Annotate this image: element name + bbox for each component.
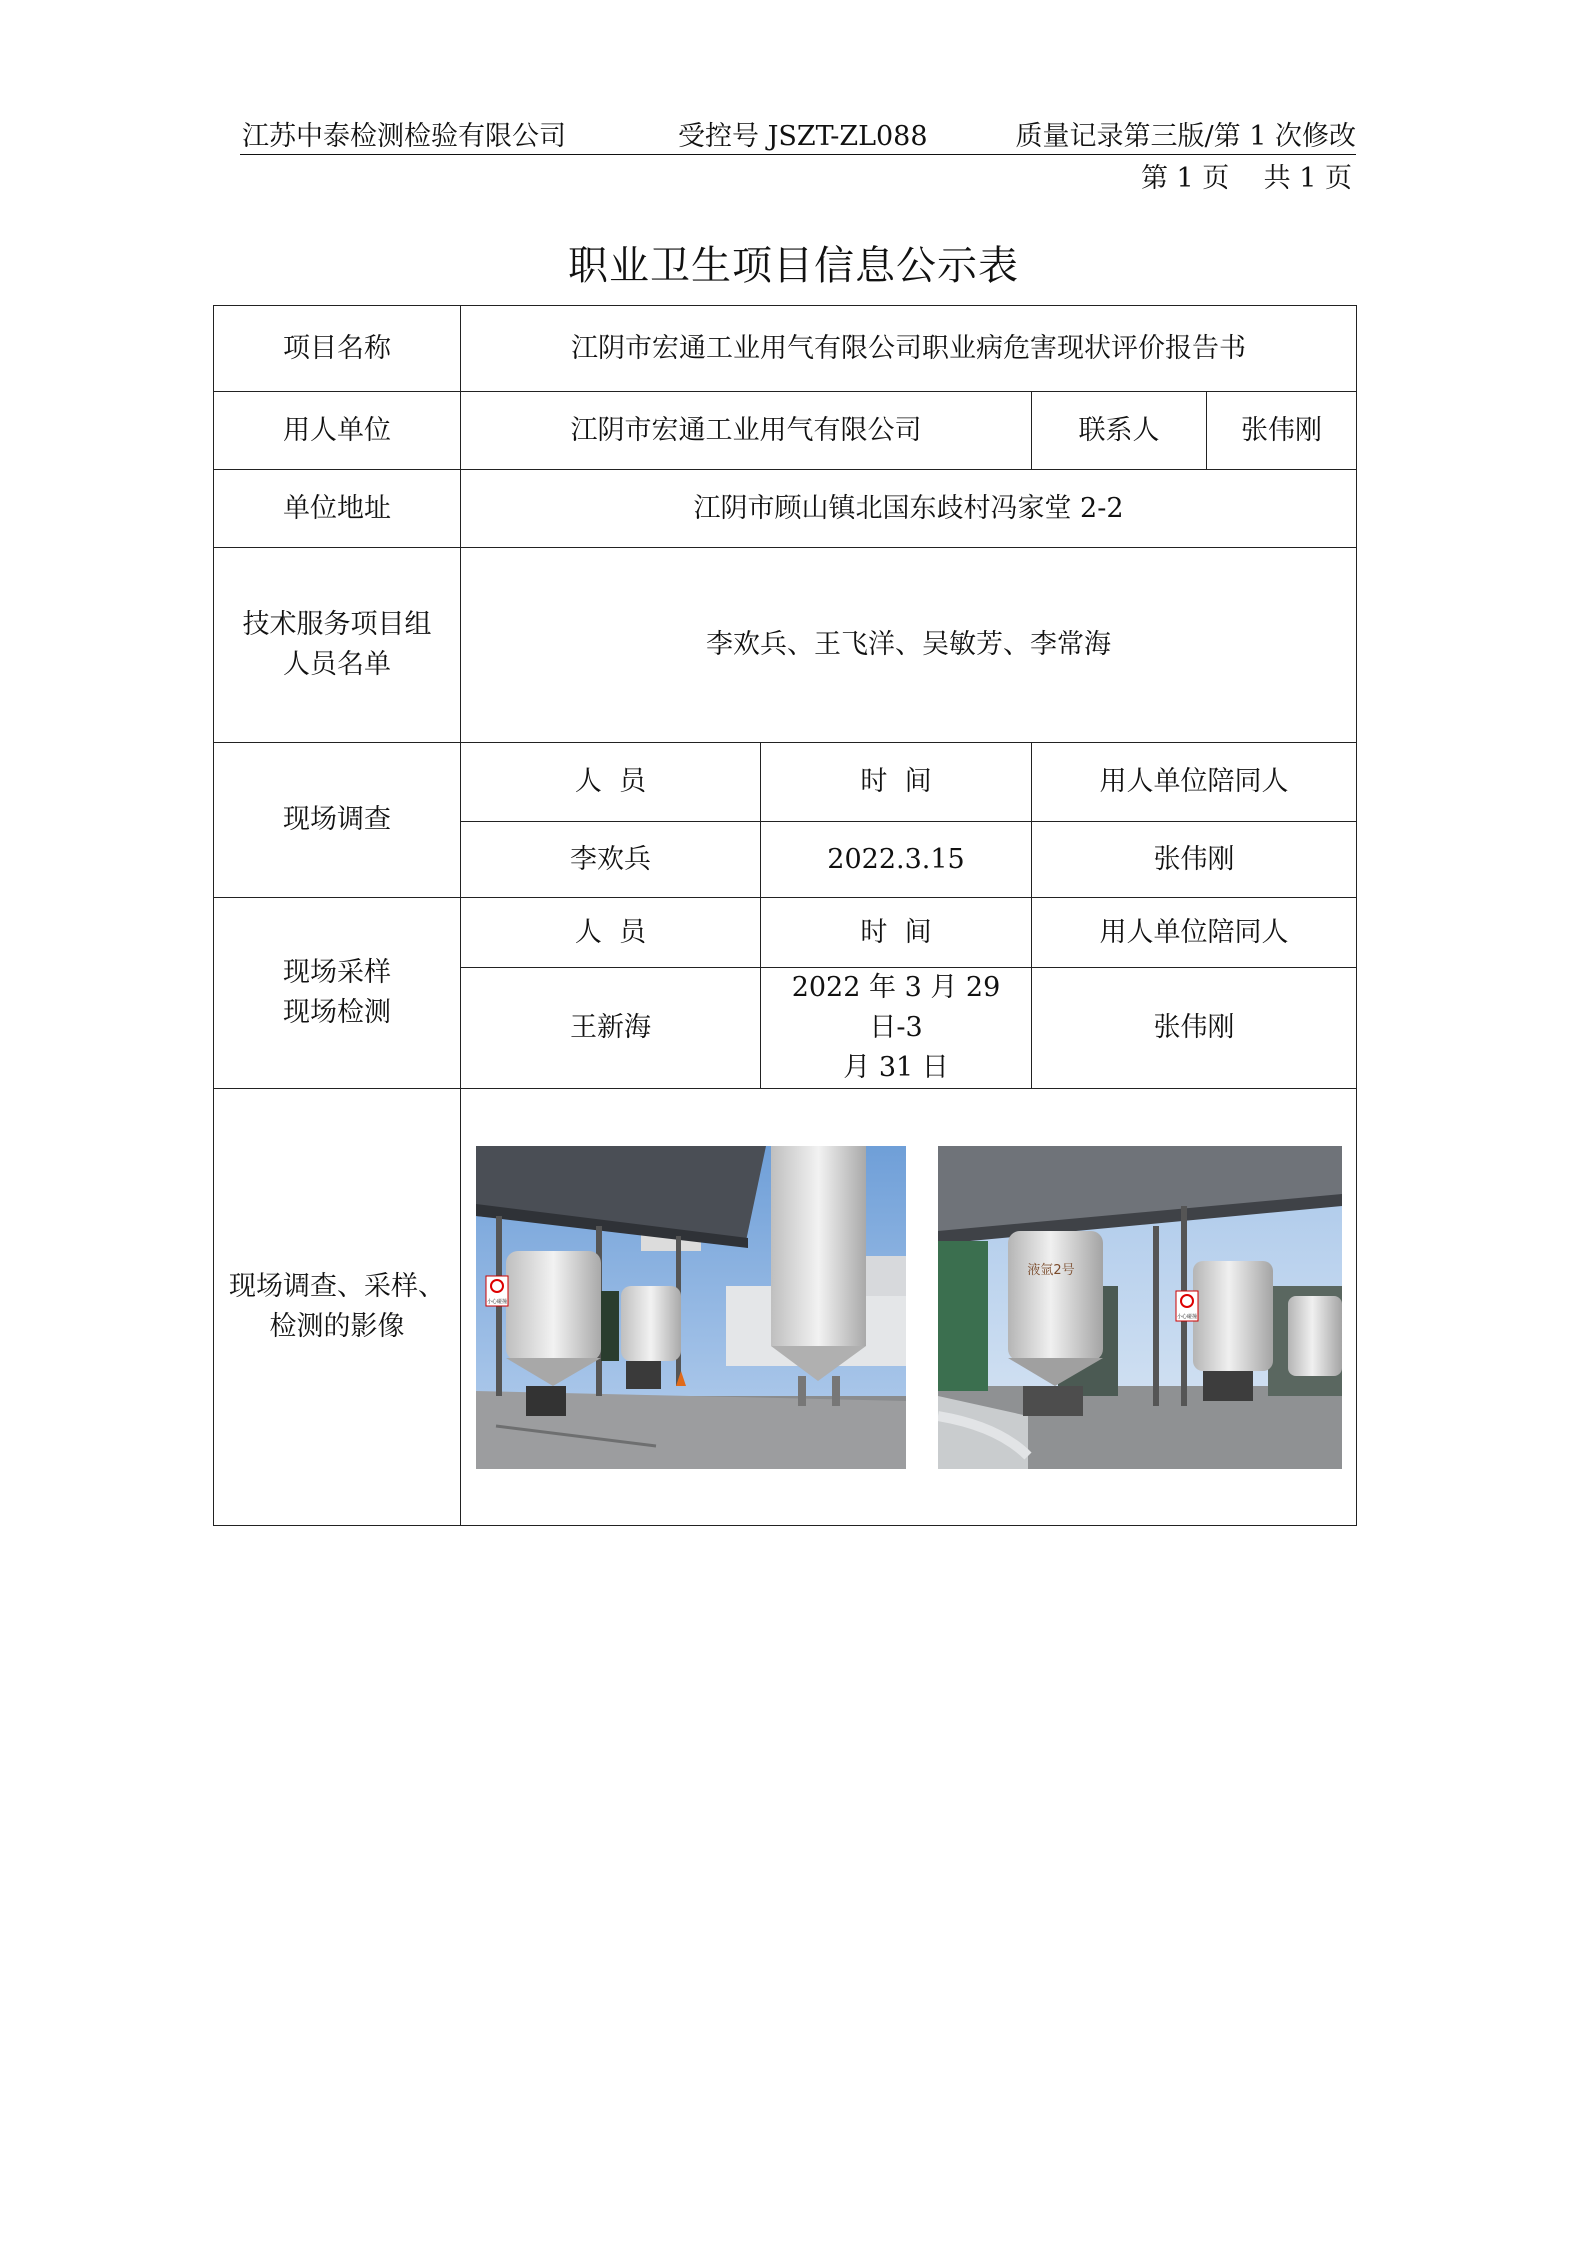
team-label [214, 548, 461, 743]
contact-value: 张伟刚 [1207, 392, 1357, 470]
sampling-label-line1: 现场采样 [283, 957, 391, 988]
sampling-label [214, 898, 461, 1089]
sampling-time-line1: 2022 年 3 月 29 日-3 [791, 972, 1001, 1043]
row-team [214, 548, 1357, 743]
row-employer [214, 392, 1357, 470]
document-title: 职业卫生项目信息公示表 [568, 243, 1019, 289]
images-label-line2: 检测的影像 [269, 1311, 405, 1342]
survey-label: 现场调查 [214, 743, 461, 898]
row-sampling-header [214, 898, 1357, 968]
sampling-time [761, 968, 1032, 1089]
site-photo-1 [476, 1146, 906, 1469]
survey-escort: 张伟刚 [1032, 822, 1357, 898]
sampling-escort: 张伟刚 [1032, 968, 1357, 1089]
sampling-label-line2: 现场检测 [283, 997, 391, 1028]
project-value: 江阴市宏通工业用气有限公司职业病危害现状评价报告书 [461, 306, 1357, 392]
survey-time: 2022.3.15 [761, 822, 1032, 898]
sampling-col-person: 人 员 [461, 898, 761, 968]
address-value: 江阴市顾山镇北国东歧村冯家堂 2-2 [461, 470, 1357, 548]
row-project [214, 306, 1357, 392]
photo-gallery [461, 1146, 1356, 1469]
survey-col-escort: 用人单位陪同人 [1032, 743, 1357, 822]
survey-col-person: 人 员 [461, 743, 761, 822]
images-cell [461, 1089, 1357, 1526]
row-images [214, 1089, 1357, 1526]
sampling-time-line2: 月 31 日 [843, 1052, 949, 1083]
row-address [214, 470, 1357, 548]
photo2-sign-text: 小心碰撞 [1176, 1313, 1198, 1320]
survey-col-time: 时 间 [761, 743, 1032, 822]
info-table [213, 305, 1357, 1526]
page-header [240, 108, 1356, 155]
images-label-line1: 现场调查、采样、 [229, 1271, 445, 1302]
team-label-line2: 人员名单 [283, 649, 391, 680]
contact-label: 联系人 [1032, 392, 1207, 470]
header-company: 江苏中泰检测检验有限公司 [242, 121, 566, 152]
team-label-line1: 技术服务项目组 [242, 609, 432, 640]
photo1-sign-text: 小心碰撞 [486, 1298, 508, 1305]
team-value: 李欢兵、王飞洋、吴敏芳、李常海 [461, 548, 1357, 743]
sampling-col-time: 时 间 [761, 898, 1032, 968]
header-control-number: 受控号 JSZT-ZL088 [678, 121, 928, 152]
page-number: 第 1 页 共 1 页 [1140, 163, 1352, 194]
row-survey-header [214, 743, 1357, 822]
site-photo-2 [938, 1146, 1342, 1469]
photo2-tank-text: 液氩2号 [1027, 1262, 1075, 1278]
address-label: 单位地址 [214, 470, 461, 548]
header-record-version: 质量记录第三版/第 1 次修改 [1015, 121, 1356, 152]
sampling-col-escort: 用人单位陪同人 [1032, 898, 1357, 968]
employer-value: 江阴市宏通工业用气有限公司 [461, 392, 1032, 470]
employer-label: 用人单位 [214, 392, 461, 470]
sampling-person: 王新海 [461, 968, 761, 1089]
images-label [214, 1089, 461, 1526]
project-label: 项目名称 [214, 306, 461, 392]
survey-person: 李欢兵 [461, 822, 761, 898]
